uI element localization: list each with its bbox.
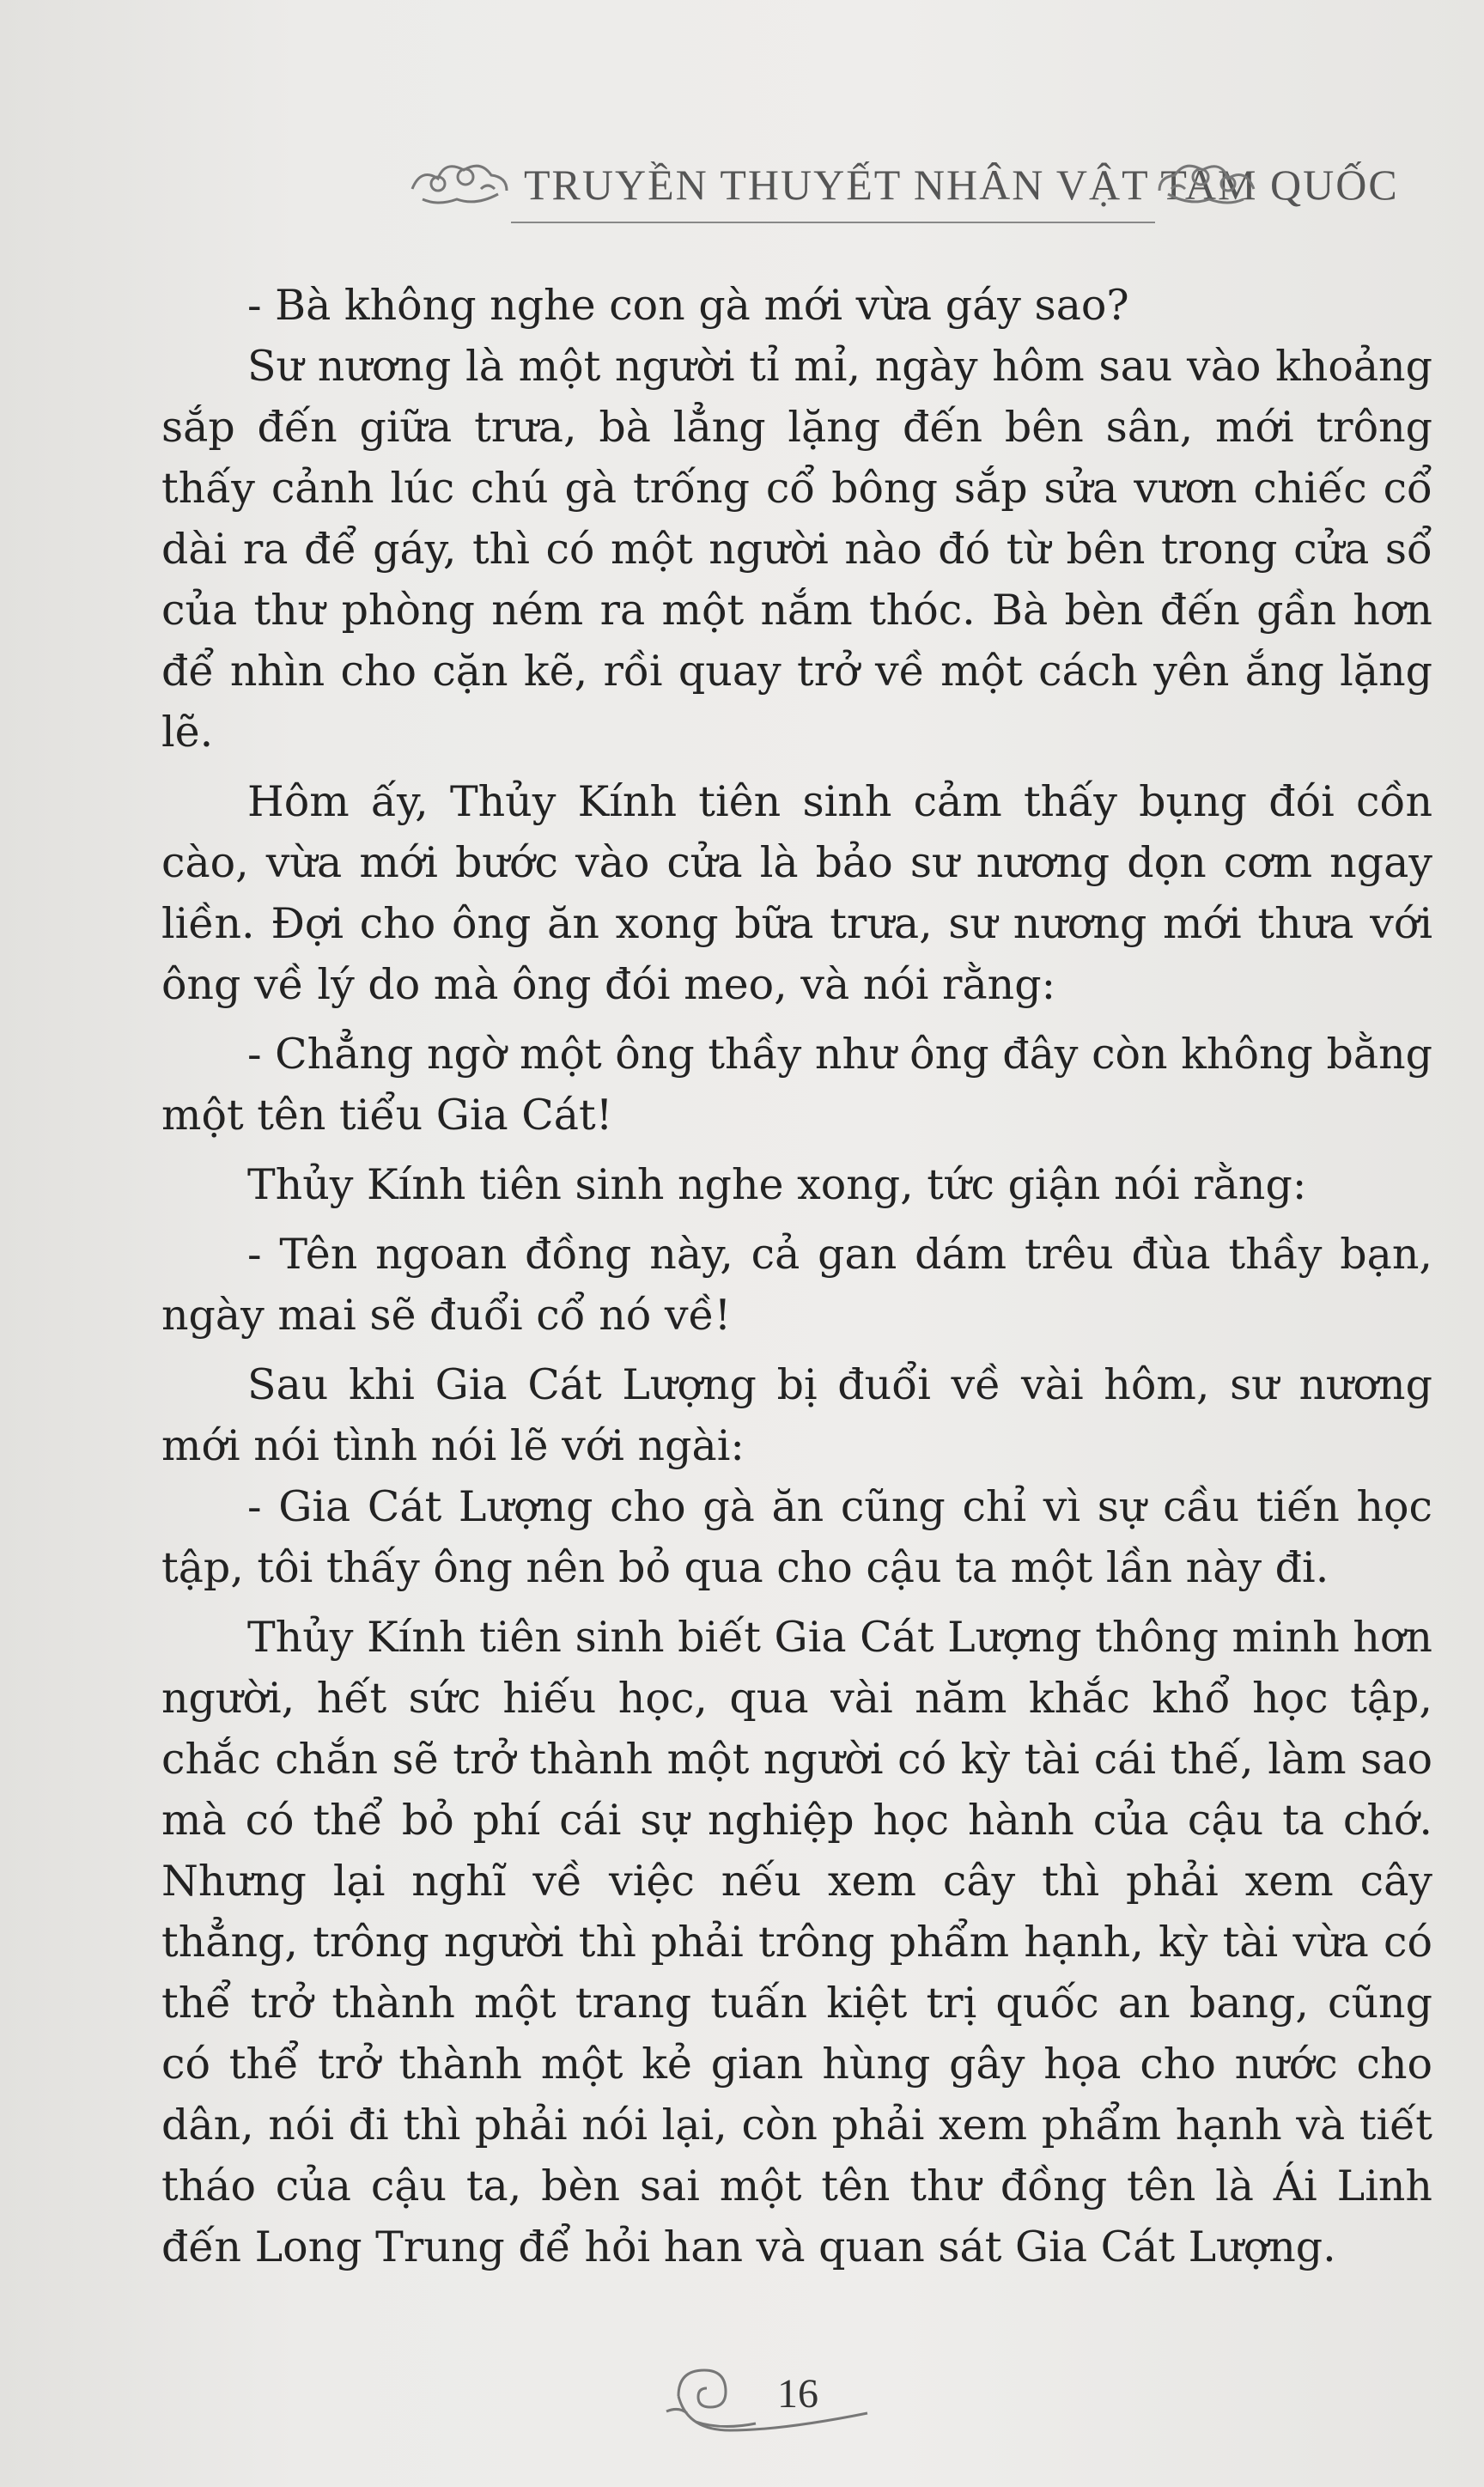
paragraph: - Gia Cát Lượng cho gà ăn cũng chỉ vì sự cầu tiến học tập, tôi thấy ông nên bỏ qua cho cậu ta một lần này đi. — [161, 1482, 1432, 1592]
paragraph: - Tên ngoan đồng này, cả gan dám trêu đùa thầy bạn, ngày mai sẽ đuổi cổ nó về! — [161, 1230, 1432, 1340]
paragraph: Thủy Kính tiên sinh nghe xong, tức giận nói rằng: — [247, 1160, 1307, 1209]
paragraph: - Chẳng ngờ một ông thầy như ông đây còn không bằng một tên tiểu Gia Cát! — [161, 1030, 1432, 1140]
header-rule — [511, 222, 1155, 223]
cloud-ornament-icon — [1151, 146, 1262, 215]
paragraph: Sau khi Gia Cát Lượng bị đuổi về vài hôm, sư nương mới nói tình nói lẽ với ngài: — [161, 1360, 1432, 1470]
paragraph: Thủy Kính tiên sinh biết Gia Cát Lượng thông minh hơn người, hết sức hiếu học, qua vài năm khắc khổ học tập, chắc chắn sẽ trở thành một người có kỳ tài cái thế, làm sao mà có thể bỏ phí cái sự nghiệp học hành của cậu ta chớ. Nhưng lại nghĩ về việc nếu xem cây thì phải xem cây thẳng, trông người thì phải trông phẩm hạnh, kỳ tài vừa có thể trở thành một trang tuấn kiệt trị quốc an bang, cũng có thể trở thành một kẻ gian hùng gây họa cho nước cho dân, nói đi thì phải nói lại, còn phải xem phẩm hạnh và tiết tháo của cậu ta, bèn sai một tên thư đồng tên là Ái Linh đến Long Trung để hỏi han và quan sát Gia Cát Lượng. — [161, 1613, 1432, 2271]
running-header — [404, 129, 1399, 232]
paragraph: Sư nương là một người tỉ mỉ, ngày hôm sau vào khoảng sắp đến giữa trưa, bà lẳng lặng đến bên sân, mới trông thấy cảnh lúc chú gà trống cổ bông sắp sửa vươn chiếc cổ dài ra để gáy, thì có một người nào đó từ bên trong cửa sổ của thư phòng ném ra một nắm thóc. Bà bèn đến gần hơn để nhìn cho cặn kẽ, rồi quay trở về một cách yên ắng lặng lẽ. — [161, 342, 1432, 757]
body-text — [161, 275, 1432, 2286]
paragraph: - Bà không nghe con gà mới vừa gáy sao? — [247, 281, 1129, 330]
running-header-title: TRUYỀN THUYẾT NHÂN VẬT TAM QUỐC — [524, 161, 1399, 209]
cloud-ornament-icon — [661, 2344, 885, 2447]
cloud-ornament-icon — [404, 146, 515, 215]
page-footer — [661, 2344, 885, 2447]
paragraph: Hôm ấy, Thủy Kính tiên sinh cảm thấy bụng đói cồn cào, vừa mới bước vào cửa là bảo sư nương dọn cơm ngay liền. Đợi cho ông ăn xong bữa trưa, sư nương mới thưa với ông về lý do mà ông đói meo, và nói rằng: — [161, 777, 1432, 1009]
page-number: 16 — [777, 2371, 818, 2417]
